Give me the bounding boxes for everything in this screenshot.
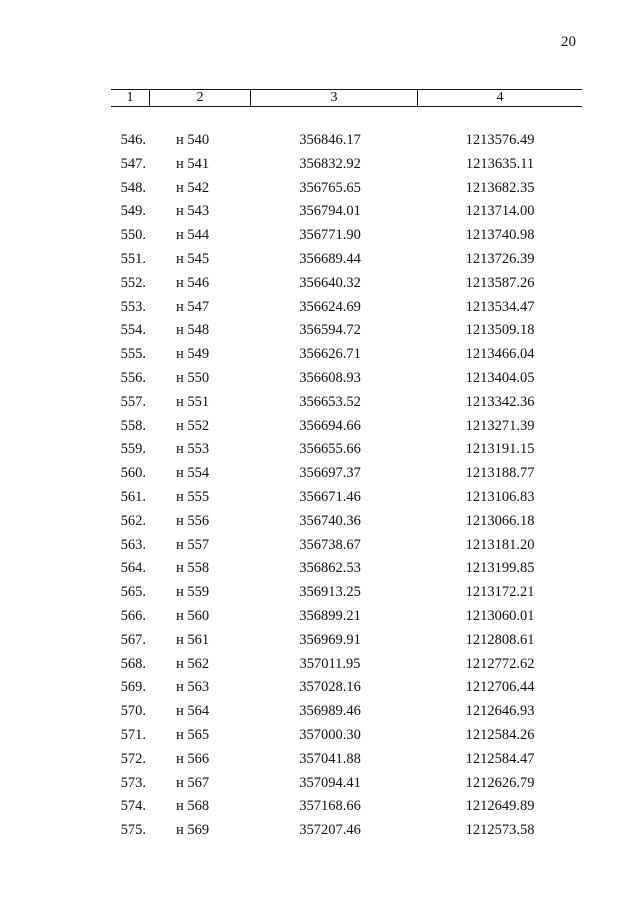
table-row	[0, 819, 639, 843]
row-number: 566.	[120, 607, 146, 624]
coordinate-y: 1212646.93	[465, 703, 535, 720]
row-number: 573.	[120, 774, 146, 791]
coordinate-x: 356862.53	[299, 560, 361, 577]
row-number: 553.	[120, 298, 146, 315]
point-name: н 562	[176, 655, 210, 672]
point-name: н 563	[176, 679, 210, 696]
row-number: 575.	[120, 822, 146, 839]
coordinate-x: 356640.32	[299, 274, 361, 291]
point-name: н 559	[176, 584, 210, 601]
coordinate-y: 1213726.39	[465, 250, 535, 267]
table-row	[0, 557, 639, 581]
table-row	[0, 486, 639, 510]
row-number: 564.	[120, 560, 146, 577]
table-row	[0, 319, 639, 343]
header-col-4: 4	[417, 90, 582, 106]
coordinate-x: 356653.52	[299, 393, 361, 410]
coordinate-x: 356989.46	[299, 703, 361, 720]
table-row	[0, 367, 639, 391]
point-name: н 554	[176, 465, 210, 482]
coordinate-x: 356738.67	[299, 536, 361, 553]
coordinate-y: 1213106.83	[465, 488, 535, 505]
table-row	[0, 129, 639, 153]
row-number: 574.	[120, 798, 146, 815]
coordinate-y: 1213188.77	[465, 465, 535, 482]
coordinate-y: 1212808.61	[465, 631, 535, 648]
coordinate-y: 1213466.04	[465, 346, 535, 363]
table-row	[0, 296, 639, 320]
table-row	[0, 534, 639, 558]
point-name: н 555	[176, 488, 210, 505]
point-name: н 560	[176, 607, 210, 624]
table-row	[0, 391, 639, 415]
point-name: н 566	[176, 750, 210, 767]
coordinate-x: 357168.66	[299, 798, 361, 815]
row-number: 570.	[120, 703, 146, 720]
coordinate-y: 1213172.21	[465, 584, 535, 601]
row-number: 569.	[120, 679, 146, 696]
coordinate-y: 1213682.35	[465, 179, 535, 196]
point-name: н 556	[176, 512, 210, 529]
point-name: н 540	[176, 132, 210, 148]
row-number: 565.	[120, 584, 146, 601]
row-number: 554.	[120, 322, 146, 339]
row-number: 559.	[120, 441, 146, 458]
table-row	[0, 224, 639, 248]
point-name: н 568	[176, 798, 210, 815]
header-col-1: 1	[126, 90, 134, 105]
coordinate-y: 1212706.44	[465, 679, 535, 696]
header-col-3: 3	[250, 90, 417, 106]
point-name: н 547	[176, 298, 210, 315]
coordinate-x: 357207.46	[299, 822, 361, 839]
point-name: н 544	[176, 227, 210, 244]
coordinate-x: 356694.66	[299, 417, 361, 434]
point-name: н 553	[176, 441, 210, 458]
row-number: 572.	[120, 750, 146, 767]
point-name: н 552	[176, 417, 210, 434]
coordinate-x: 356913.25	[299, 584, 361, 601]
row-number: 568.	[120, 655, 146, 672]
table-row	[0, 676, 639, 700]
point-name: н 564	[176, 703, 210, 720]
table-row	[0, 153, 639, 177]
coordinate-x: 356765.65	[299, 179, 361, 196]
point-name: н 565	[176, 726, 210, 743]
table-row	[0, 438, 639, 462]
coordinate-y: 1213181.20	[465, 536, 535, 553]
point-name: н 548	[176, 322, 210, 339]
table-row	[0, 748, 639, 772]
coordinate-x: 356697.37	[299, 465, 361, 482]
coordinate-y: 1213714.00	[465, 203, 535, 220]
row-number: 548.	[120, 179, 146, 196]
table-row	[0, 653, 639, 677]
coordinate-y: 1213740.98	[465, 227, 535, 244]
table-row	[0, 581, 639, 605]
table-row	[0, 200, 639, 224]
coordinate-y: 1213199.85	[465, 560, 535, 577]
point-name: н 546	[176, 274, 210, 291]
coordinate-x: 356846.17	[299, 132, 361, 148]
coordinate-y: 1212626.79	[465, 774, 535, 791]
coordinate-x: 356969.91	[299, 631, 361, 648]
point-name: н 541	[176, 155, 210, 172]
coordinate-x: 356626.71	[299, 346, 361, 363]
coordinate-y: 1212649.89	[465, 798, 535, 815]
coordinate-y: 1213342.36	[465, 393, 535, 410]
coordinate-x: 357000.30	[299, 726, 361, 743]
point-name: н 542	[176, 179, 210, 196]
coordinate-x: 356594.72	[299, 322, 361, 339]
page-number: 20	[561, 34, 576, 50]
point-name: н 551	[176, 393, 210, 410]
coordinate-x: 356832.92	[299, 155, 361, 172]
header-col-2: 2	[149, 90, 250, 106]
coordinate-x: 356608.93	[299, 369, 361, 386]
point-name: н 558	[176, 560, 210, 577]
coordinate-x: 356740.36	[299, 512, 361, 529]
coordinate-x: 357028.16	[299, 679, 361, 696]
point-name: н 557	[176, 536, 210, 553]
coordinate-y: 1212584.47	[465, 750, 535, 767]
row-number: 549.	[120, 203, 146, 220]
table-row	[0, 462, 639, 486]
coordinate-x: 356899.21	[299, 607, 361, 624]
coordinate-y: 1213587.26	[465, 274, 535, 291]
row-number: 557.	[120, 393, 146, 410]
table-header	[111, 89, 582, 107]
coordinate-y: 1212772.62	[465, 655, 535, 672]
table-row	[0, 272, 639, 296]
coordinate-y: 1213191.15	[465, 441, 535, 458]
coordinate-y: 1213534.47	[465, 298, 535, 315]
coordinate-y: 1213635.11	[465, 155, 535, 172]
coordinate-x: 356624.69	[299, 298, 361, 315]
coordinate-x: 356771.90	[299, 227, 361, 244]
row-number: 555.	[120, 346, 146, 363]
coordinate-x: 356794.01	[299, 203, 361, 220]
table-row	[0, 415, 639, 439]
coordinate-x: 357041.88	[299, 750, 361, 767]
coordinate-y: 1213509.18	[465, 322, 535, 339]
coordinate-y: 1212584.26	[465, 726, 535, 743]
table-row	[0, 248, 639, 272]
row-number: 560.	[120, 465, 146, 482]
row-number: 571.	[120, 726, 146, 743]
coordinate-x: 356689.44	[299, 250, 361, 267]
table-row	[0, 510, 639, 534]
table-row	[0, 795, 639, 819]
row-number: 550.	[120, 227, 146, 244]
point-name: н 545	[176, 250, 210, 267]
row-number: 546.	[120, 132, 146, 148]
coordinate-y: 1213271.39	[465, 417, 535, 434]
row-number: 552.	[120, 274, 146, 291]
table-row	[0, 343, 639, 367]
point-name: н 569	[176, 822, 210, 839]
point-name: н 561	[176, 631, 210, 648]
table-row	[0, 772, 639, 796]
coordinate-x: 357094.41	[299, 774, 361, 791]
coordinate-y: 1213576.49	[465, 132, 535, 148]
table-row	[0, 700, 639, 724]
coordinate-x: 357011.95	[299, 655, 361, 672]
point-name: н 567	[176, 774, 210, 791]
point-name: н 550	[176, 369, 210, 386]
coordinate-y: 1213404.05	[465, 369, 535, 386]
row-number: 547.	[120, 155, 146, 172]
coordinate-y: 1213066.18	[465, 512, 535, 529]
table-row	[0, 629, 639, 653]
coordinate-table-body	[0, 129, 639, 843]
coordinate-y: 1212573.58	[465, 822, 535, 839]
row-number: 551.	[120, 250, 146, 267]
table-row	[0, 724, 639, 748]
table-row	[0, 605, 639, 629]
row-number: 558.	[120, 417, 146, 434]
row-number: 563.	[120, 536, 146, 553]
coordinate-x: 356655.66	[299, 441, 361, 458]
coordinate-x: 356671.46	[299, 488, 361, 505]
row-number: 561.	[120, 488, 146, 505]
row-number: 567.	[120, 631, 146, 648]
point-name: н 543	[176, 203, 210, 220]
table-row	[0, 177, 639, 201]
row-number: 556.	[120, 369, 146, 386]
coordinate-y: 1213060.01	[465, 607, 535, 624]
row-number: 562.	[120, 512, 146, 529]
point-name: н 549	[176, 346, 210, 363]
